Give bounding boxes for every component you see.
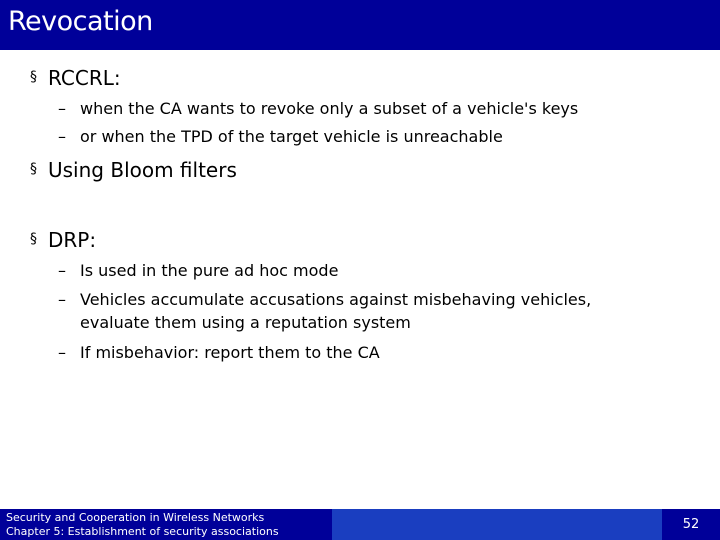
dash-marker-icon: –	[58, 127, 66, 146]
dash-marker-icon: –	[58, 261, 66, 280]
dash-marker-icon: –	[58, 290, 66, 309]
footer-middle-band	[332, 509, 662, 540]
footer-caption	[6, 511, 279, 539]
bullet-text: DRP:	[48, 228, 97, 252]
sub-bullet	[58, 125, 658, 148]
sub-bullet-text: If misbehavior: report them to the CA	[80, 343, 380, 362]
sub-bullet-text: Vehicles accumulate accusations against misbehaving vehicles, evaluate them using a reputation system	[80, 290, 592, 332]
bullet-marker-icon: §	[30, 161, 37, 177]
dash-marker-icon: –	[58, 99, 66, 118]
footer-line-2: Chapter 5: Establishment of security associations	[6, 525, 279, 538]
title-bar	[0, 0, 720, 50]
sub-bullet-text: Is used in the pure ad hoc mode	[80, 261, 339, 280]
bullet-marker-icon: §	[30, 69, 37, 85]
slide-title: Revocation	[8, 6, 153, 37]
sub-bullet	[58, 341, 658, 364]
page-number: 52	[682, 517, 700, 532]
sub-bullet-text: or when the TPD of the target vehicle is unreachable	[80, 127, 503, 146]
sub-bullet-text: when the CA wants to revoke only a subset of a vehicle's keys	[80, 99, 579, 118]
sub-bullet	[58, 259, 658, 282]
bullet-text: RCCRL:	[48, 66, 121, 90]
bullet-marker-icon: §	[30, 231, 37, 247]
sub-bullet	[58, 97, 658, 120]
bullet-text: Using Bloom filters	[48, 158, 237, 182]
footer-line-1: Security and Cooperation in Wireless Networks	[6, 511, 265, 524]
sub-bullet	[58, 288, 658, 334]
dash-marker-icon: –	[58, 343, 66, 362]
